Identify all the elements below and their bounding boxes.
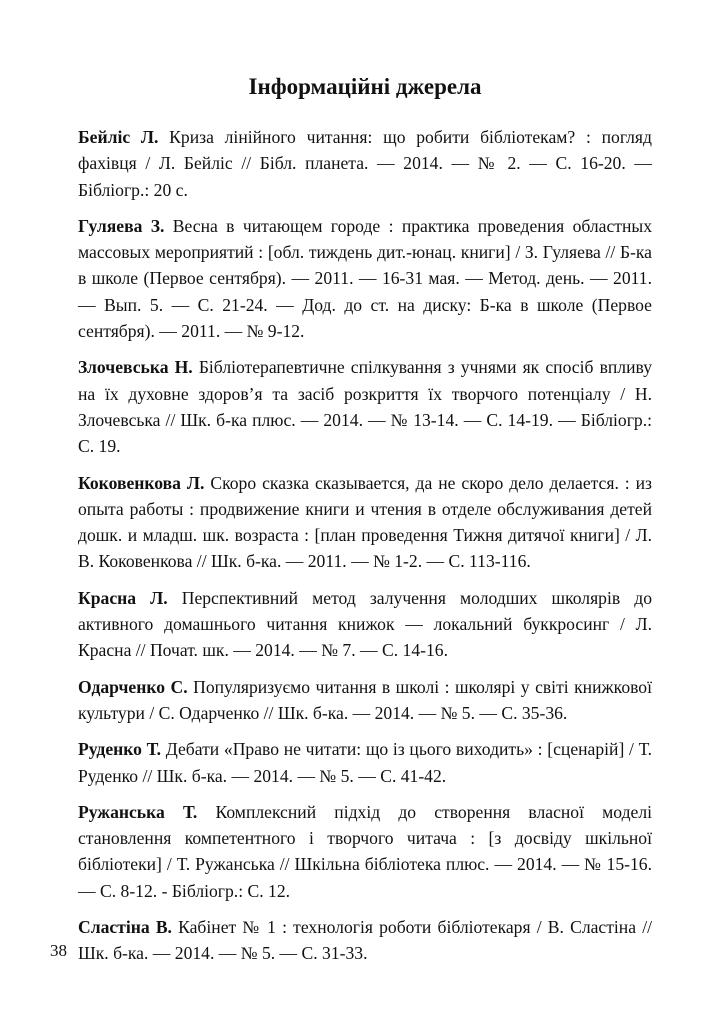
reference-entry bbox=[78, 470, 652, 575]
entry-author: Ружанська Т. bbox=[78, 801, 198, 822]
entry-author: Гуляева З. bbox=[78, 215, 165, 236]
entry-text: Криза лінійного читання: що робити бібліотекам? : погляд фахівця / Л. Бейліс // Бібл. планета. — 2014. — № 2. — С. 16-20. — Бібліогр.: 20 с. bbox=[78, 127, 652, 200]
reference-entry bbox=[78, 354, 652, 459]
entry-author: Сластіна В. bbox=[78, 917, 172, 938]
entry-author: Злочевська Н. bbox=[78, 357, 193, 378]
entry-text: Популяризуємо читання в школі : школярі у світі книжкової культури / С. Одарченко // Шк. б-ка. — 2014. — № 5. — С. 35-36. bbox=[78, 676, 652, 723]
reference-entry bbox=[78, 914, 652, 967]
entry-text: Комплексний підхід до створення власної моделі становлення компетентного і творчого читача : [з досвіду шкільної бібліотеки] / Т. Ружанська // Шкільна бібліотека плюс. — 2014. — № 15-16. — С. 8-12. - Бібліогр.: С. 12. bbox=[78, 801, 652, 901]
page-content bbox=[78, 72, 652, 977]
reference-entry bbox=[78, 736, 652, 789]
page-number: 38 bbox=[50, 941, 67, 960]
entry-text: Весна в читающем городе : практика проведения областных массовых мероприятий : [обл. тиждень дит.-юнац. книги] / З. Гуляева // Б-ка в школе (Первое сентября). — 2011. — 16-31 мая. — Метод. день. — 2011. — Вып. 5. — С. 21-24. — Дод. до ст. на диску: Б-ка в школе (Первое сентября). — 2011. — № 9-12. bbox=[78, 215, 652, 342]
page-title: Інформаційні джерела bbox=[248, 74, 482, 99]
entry-text: Скоро сказка сказывается, да не скоро дело делается. : из опыта работы : продвижение книги и чтения в отделе обслуживания детей дошк. и младш. шк. возраста : [план проведення Тижня дитячої книги] / Л. В. Коковенкова // Шк. б-ка. — 2011. — № 1-2. — С. 113-116. bbox=[78, 472, 653, 572]
reference-entry bbox=[78, 585, 652, 664]
reference-entry bbox=[78, 124, 652, 203]
entry-author: Бейліс Л. bbox=[78, 127, 159, 147]
entry-author: Коковенкова Л. bbox=[78, 472, 205, 493]
entry-text: Бібліотерапевтичне спілкування з учнями як спосіб впливу на їх духовне здоров’я та засіб розкриття їх творчого потенціалу / Н. Злочевська // Шк. б-ка плюс. — 2014. — № 13-14. — С. 14-19. — Бібліогр.: С. 19. bbox=[78, 357, 652, 457]
entry-author: Красна Л. bbox=[78, 587, 168, 608]
entry-text: Перспективний метод залучення молодших школярів до активного домашнього читання книжок — локальний буккросинг / Л. Красна // Почат. шк. — 2014. — № 7. — С. 14-16. bbox=[78, 587, 652, 661]
entry-author: Одарченко С. bbox=[78, 676, 188, 697]
reference-entry bbox=[78, 674, 652, 727]
entry-author: Руденко Т. bbox=[78, 739, 162, 760]
reference-entry bbox=[78, 799, 652, 904]
entry-text: Дебати «Право не читати: що із цього виходить» : [сценарій] / Т. Руденко // Шк. б-ка. — 2014. — № 5. — С. 41-42. bbox=[78, 739, 652, 786]
entry-text: Кабінет № 1 : технологія роботи бібліотекаря / В. Сластіна // Шк. б-ка. — 2014. — № 5. — С. 31-33. bbox=[78, 917, 652, 964]
reference-entry bbox=[78, 213, 652, 344]
